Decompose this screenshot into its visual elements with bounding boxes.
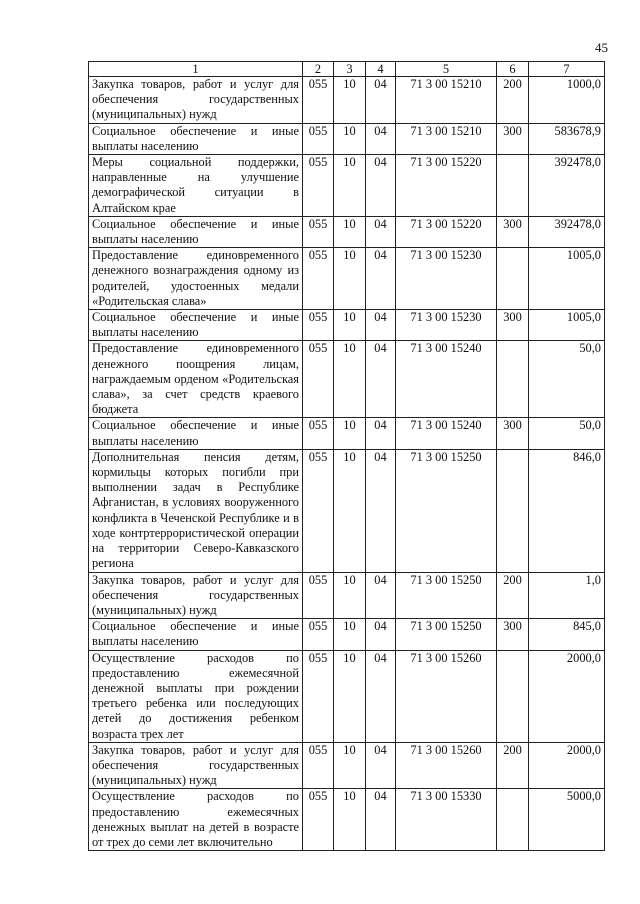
- table-row: [89, 650, 605, 742]
- target-item-cell: 71 3 00 15230: [396, 248, 497, 310]
- column-header-2: 2: [303, 62, 334, 77]
- code-gr-cell: 055: [303, 650, 334, 742]
- code-subsection-cell: 04: [366, 789, 396, 851]
- row-name-cell: Закупка товаров, работ и услуг для обеспечения государственных (муниципальных) нужд: [89, 742, 303, 789]
- row-name-cell: Социальное обеспечение и иные выплаты населению: [89, 619, 303, 650]
- code-section-cell: 10: [334, 77, 366, 124]
- code-subsection-cell: 04: [366, 155, 396, 217]
- code-section-cell: 10: [334, 418, 366, 449]
- code-gr-cell: 055: [303, 449, 334, 572]
- code-gr-cell: 055: [303, 155, 334, 217]
- code-section-cell: 10: [334, 619, 366, 650]
- budget-table: [88, 61, 605, 851]
- amount-cell: 392478,0: [529, 216, 605, 247]
- code-subsection-cell: 04: [366, 310, 396, 341]
- code-gr-cell: 055: [303, 341, 334, 418]
- code-gr-cell: 055: [303, 418, 334, 449]
- code-gr-cell: 055: [303, 742, 334, 789]
- amount-cell: 392478,0: [529, 155, 605, 217]
- code-gr-cell: 055: [303, 216, 334, 247]
- amount-cell: 583678,9: [529, 123, 605, 154]
- row-name-cell: Социальное обеспечение и иные выплаты населению: [89, 216, 303, 247]
- column-header-6: 6: [497, 62, 529, 77]
- amount-cell: 1,0: [529, 572, 605, 619]
- code-subsection-cell: 04: [366, 248, 396, 310]
- table-row: [89, 418, 605, 449]
- code-subsection-cell: 04: [366, 742, 396, 789]
- code-gr-cell: 055: [303, 77, 334, 124]
- column-header-5: 5: [396, 62, 497, 77]
- amount-cell: 1005,0: [529, 248, 605, 310]
- table-row: [89, 449, 605, 572]
- code-section-cell: 10: [334, 216, 366, 247]
- expense-type-cell: [497, 789, 529, 851]
- code-section-cell: 10: [334, 123, 366, 154]
- code-section-cell: 10: [334, 248, 366, 310]
- expense-type-cell: 300: [497, 123, 529, 154]
- code-subsection-cell: 04: [366, 572, 396, 619]
- row-name-cell: Дополнительная пенсия детям, кормильцы которых погибли при выполнении задач в Республике Афганистан, в условиях вооруженного конфликта в Чеченской Республике и в ходе контртеррористической операции на территории Северо-Кавказского региона: [89, 449, 303, 572]
- target-item-cell: 71 3 00 15210: [396, 123, 497, 154]
- target-item-cell: 71 3 00 15220: [396, 216, 497, 247]
- page-number: 45: [595, 40, 608, 55]
- code-subsection-cell: 04: [366, 123, 396, 154]
- amount-cell: 846,0: [529, 449, 605, 572]
- target-item-cell: 71 3 00 15220: [396, 155, 497, 217]
- expense-type-cell: [497, 341, 529, 418]
- expense-type-cell: 200: [497, 742, 529, 789]
- column-header-3: 3: [334, 62, 366, 77]
- row-name-cell: Социальное обеспечение и иные выплаты населению: [89, 418, 303, 449]
- target-item-cell: 71 3 00 15240: [396, 418, 497, 449]
- code-subsection-cell: 04: [366, 650, 396, 742]
- row-name-cell: Закупка товаров, работ и услуг для обеспечения государственных (муниципальных) нужд: [89, 77, 303, 124]
- table-row: [89, 248, 605, 310]
- row-name-cell: Социальное обеспечение и иные выплаты населению: [89, 123, 303, 154]
- code-gr-cell: 055: [303, 789, 334, 851]
- table-row: [89, 572, 605, 619]
- column-header-1: 1: [89, 62, 303, 77]
- code-section-cell: 10: [334, 742, 366, 789]
- expense-type-cell: 300: [497, 310, 529, 341]
- target-item-cell: 71 3 00 15250: [396, 619, 497, 650]
- code-section-cell: 10: [334, 155, 366, 217]
- table-row: [89, 789, 605, 851]
- code-gr-cell: 055: [303, 248, 334, 310]
- table-row: [89, 310, 605, 341]
- amount-cell: 845,0: [529, 619, 605, 650]
- row-name-cell: Предоставление единовременного денежного вознаграждения одному из родителей, удостоенных медали «Родительская слава»: [89, 248, 303, 310]
- expense-type-cell: [497, 155, 529, 217]
- code-section-cell: 10: [334, 341, 366, 418]
- amount-cell: 1000,0: [529, 77, 605, 124]
- target-item-cell: 71 3 00 15240: [396, 341, 497, 418]
- target-item-cell: 71 3 00 15230: [396, 310, 497, 341]
- row-name-cell: Закупка товаров, работ и услуг для обеспечения государственных (муниципальных) нужд: [89, 572, 303, 619]
- code-gr-cell: 055: [303, 123, 334, 154]
- row-name-cell: Предоставление единовременного денежного поощрения лицам, награждаемым орденом «Родительская слава», за счет средств краевого бюджета: [89, 341, 303, 418]
- amount-cell: 2000,0: [529, 650, 605, 742]
- code-subsection-cell: 04: [366, 449, 396, 572]
- expense-type-cell: 300: [497, 619, 529, 650]
- table-row: [89, 742, 605, 789]
- code-subsection-cell: 04: [366, 619, 396, 650]
- expense-type-cell: [497, 449, 529, 572]
- expense-type-cell: 300: [497, 216, 529, 247]
- table-row: [89, 216, 605, 247]
- expense-type-cell: 300: [497, 418, 529, 449]
- target-item-cell: 71 3 00 15330: [396, 789, 497, 851]
- table-body: [89, 77, 605, 851]
- amount-cell: 5000,0: [529, 789, 605, 851]
- expense-type-cell: [497, 248, 529, 310]
- target-item-cell: 71 3 00 15250: [396, 572, 497, 619]
- code-section-cell: 10: [334, 449, 366, 572]
- code-section-cell: 10: [334, 789, 366, 851]
- target-item-cell: 71 3 00 15210: [396, 77, 497, 124]
- amount-cell: 1005,0: [529, 310, 605, 341]
- target-item-cell: 71 3 00 15260: [396, 742, 497, 789]
- column-header-4: 4: [366, 62, 396, 77]
- code-subsection-cell: 04: [366, 216, 396, 247]
- row-name-cell: Меры социальной поддержки, направленные на улучшение демографической ситуации в Алтайском крае: [89, 155, 303, 217]
- table-row: [89, 77, 605, 124]
- table-row: [89, 341, 605, 418]
- target-item-cell: 71 3 00 15260: [396, 650, 497, 742]
- expense-type-cell: 200: [497, 77, 529, 124]
- code-subsection-cell: 04: [366, 418, 396, 449]
- expense-type-cell: 200: [497, 572, 529, 619]
- row-name-cell: Осуществление расходов по предоставлению ежемесячных денежных выплат на детей в возрасте от трех до семи лет включительно: [89, 789, 303, 851]
- code-gr-cell: 055: [303, 619, 334, 650]
- column-header-7: 7: [529, 62, 605, 77]
- code-gr-cell: 055: [303, 310, 334, 341]
- code-subsection-cell: 04: [366, 341, 396, 418]
- expense-type-cell: [497, 650, 529, 742]
- code-gr-cell: 055: [303, 572, 334, 619]
- code-subsection-cell: 04: [366, 77, 396, 124]
- code-section-cell: 10: [334, 310, 366, 341]
- amount-cell: 50,0: [529, 341, 605, 418]
- row-name-cell: Осуществление расходов по предоставлению ежемесячной денежной выплаты при рождении третьего ребенка или последующих детей до достижения ребенком возраста трех лет: [89, 650, 303, 742]
- row-name-cell: Социальное обеспечение и иные выплаты населению: [89, 310, 303, 341]
- code-section-cell: 10: [334, 650, 366, 742]
- amount-cell: 50,0: [529, 418, 605, 449]
- target-item-cell: 71 3 00 15250: [396, 449, 497, 572]
- table-header-row: [89, 62, 605, 77]
- table-row: [89, 123, 605, 154]
- amount-cell: 2000,0: [529, 742, 605, 789]
- code-section-cell: 10: [334, 572, 366, 619]
- table-row: [89, 155, 605, 217]
- table-row: [89, 619, 605, 650]
